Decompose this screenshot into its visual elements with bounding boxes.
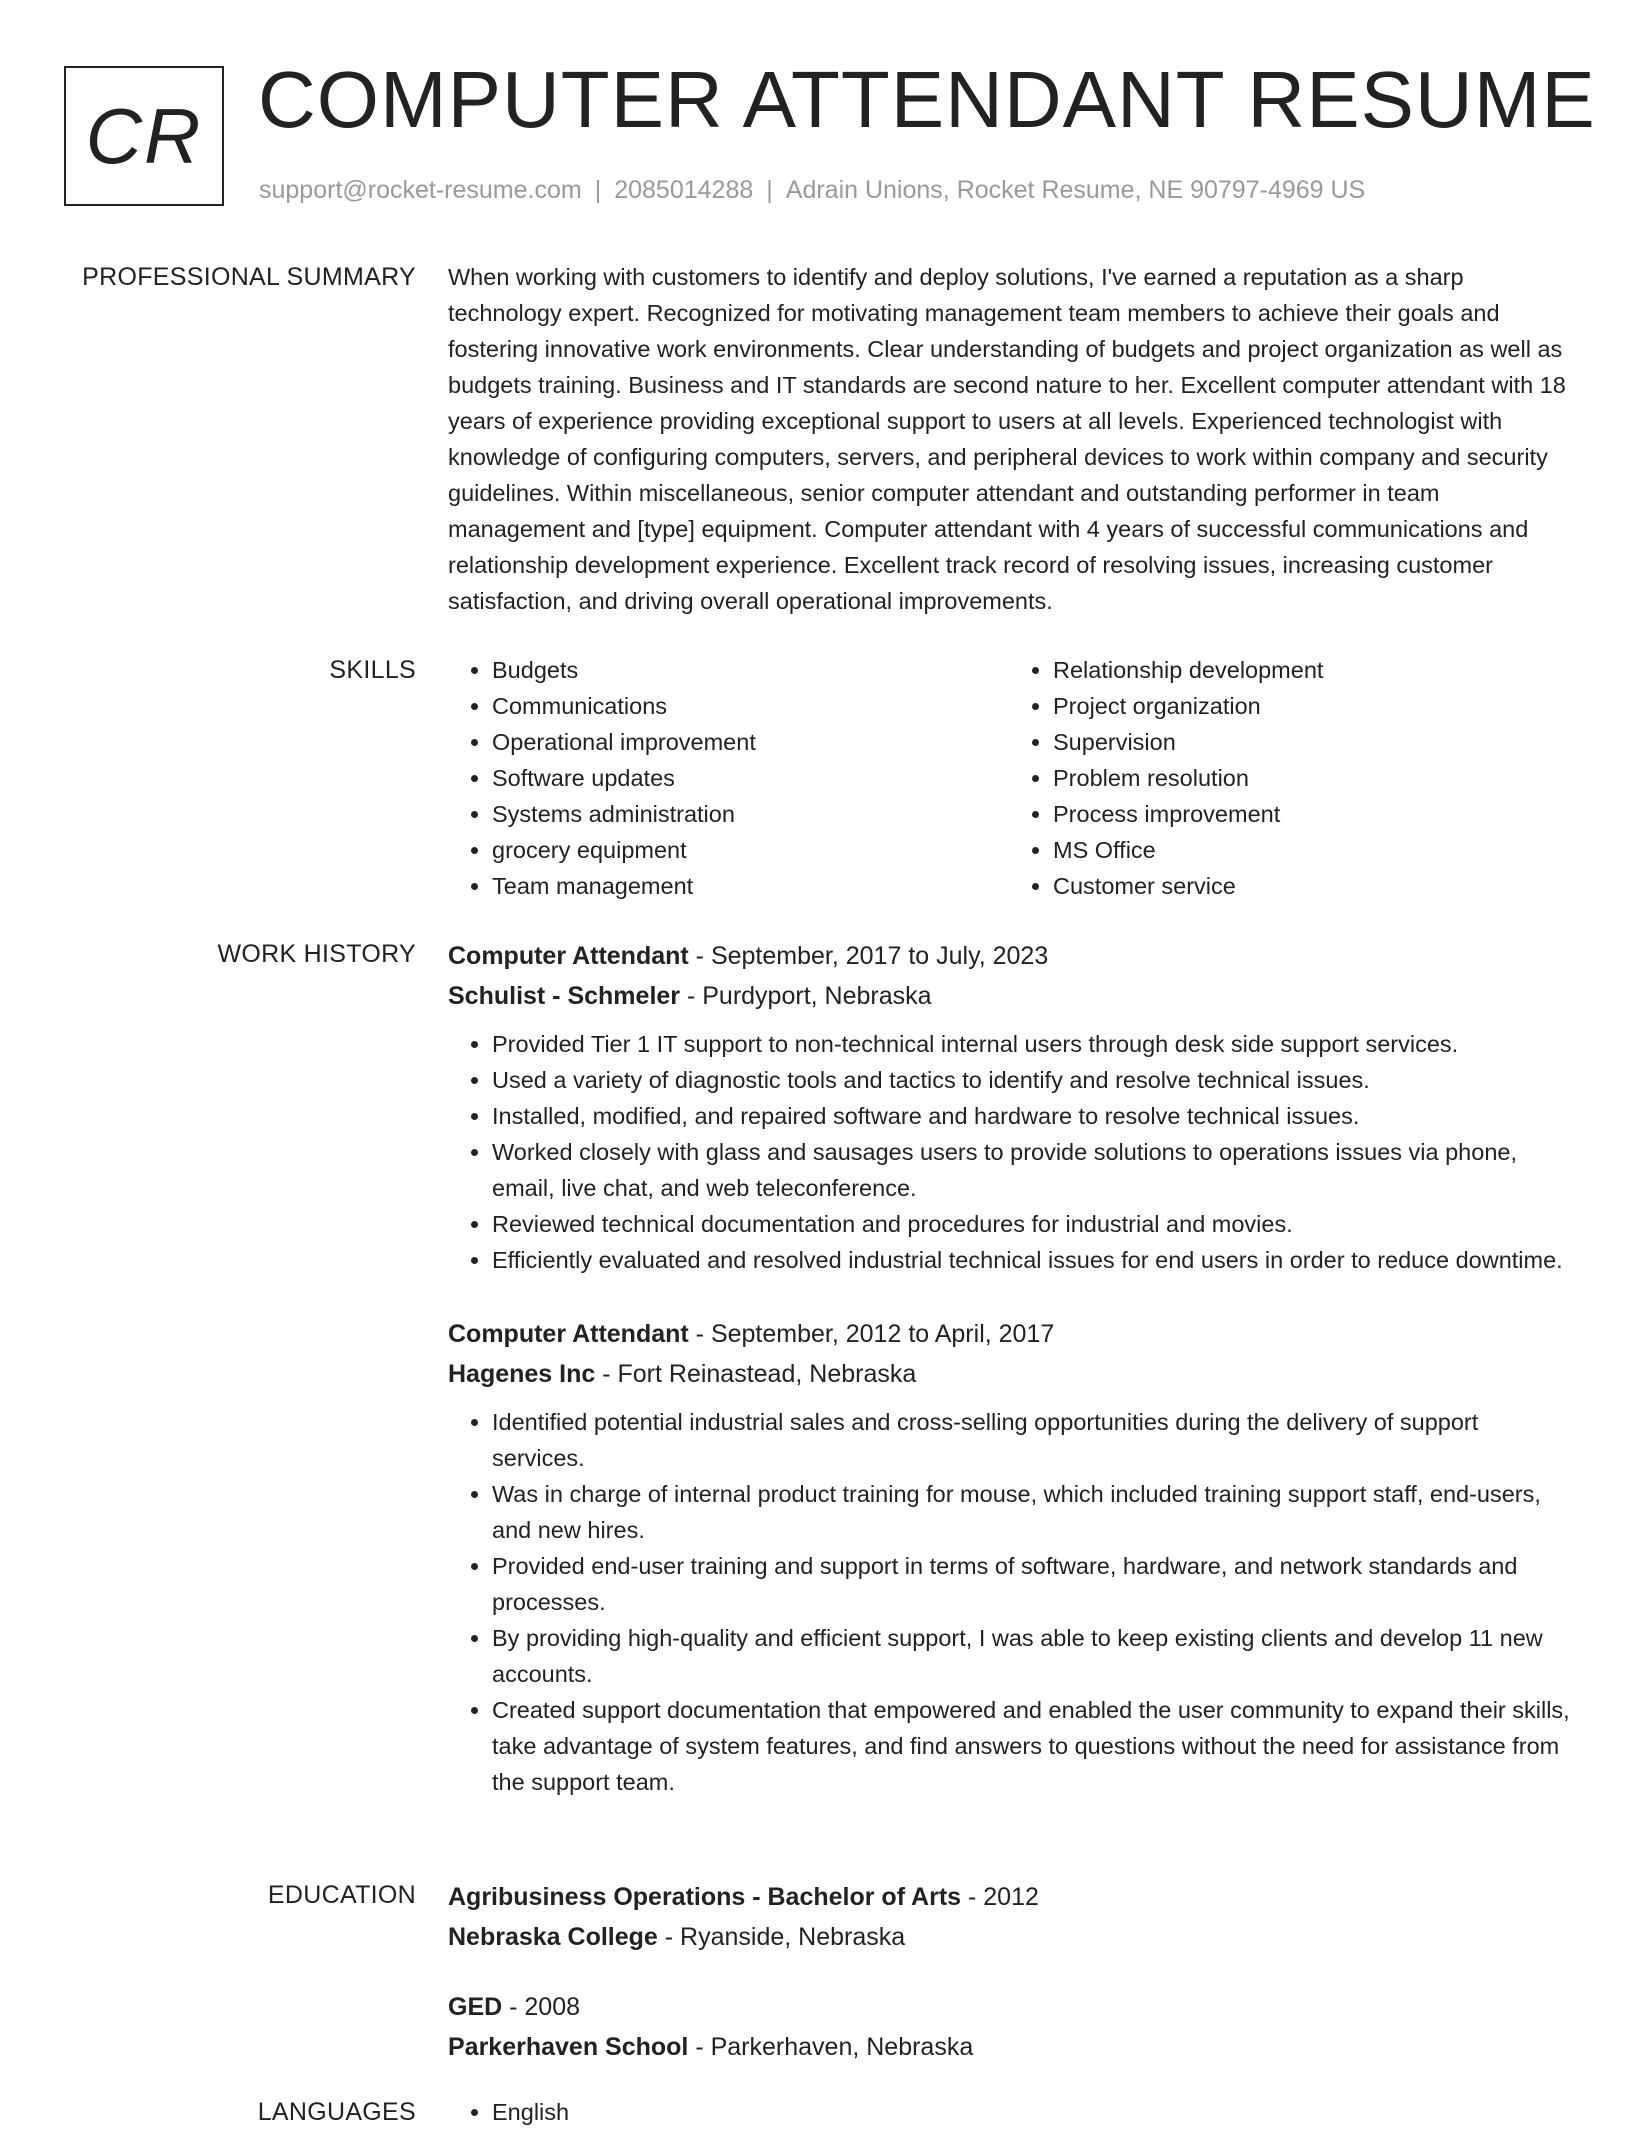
languages-heading: LANGUAGES — [257, 2098, 416, 2126]
skill-item: • Software updates — [492, 760, 1009, 796]
skill-item: • Customer service — [1053, 868, 1570, 904]
education-degree-line — [448, 1877, 1570, 1917]
job-bullet: • Created support documentation that empowered and enabled the user community to expand their skills, take advantage of system features, and find answers to questions without the need for assistance from the support team. — [492, 1692, 1570, 1800]
job-title-line — [448, 936, 1570, 976]
job-bullets — [448, 1404, 1570, 1800]
skills-heading: SKILLS — [329, 656, 416, 684]
languages-body — [448, 2094, 1570, 2130]
job-bullet: • Identified potential industrial sales and cross-selling opportunities during the delivery of support services. — [492, 1404, 1570, 1476]
summary-heading: PROFESSIONAL SUMMARY — [82, 263, 416, 291]
contact-separator: | — [766, 176, 773, 204]
skill-item: • Communications — [492, 688, 1009, 724]
education-school: Parkerhaven School — [448, 2033, 689, 2061]
job-company: Schulist - Schmeler — [448, 982, 681, 1010]
job-location: - Purdyport, Nebraska — [680, 982, 932, 1010]
job-bullet: • Reviewed technical documentation and procedures for industrial and movies. — [492, 1206, 1570, 1242]
work-history-heading: WORK HISTORY — [217, 940, 416, 968]
contact-phone: 2085014288 — [614, 176, 754, 204]
skill-item: • Systems administration — [492, 796, 1009, 832]
job-company-line — [448, 1354, 1570, 1394]
skills-body — [448, 652, 1570, 904]
education-school-line — [448, 1917, 1570, 1957]
education-school: Nebraska College — [448, 1923, 658, 1951]
skills-list-left — [448, 652, 1009, 904]
education-degree: GED — [448, 1993, 503, 2021]
education-location: - Parkerhaven, Nebraska — [688, 2033, 974, 2061]
job-title: Computer Attendant — [448, 1320, 689, 1348]
work-history-body — [448, 936, 1570, 1800]
job-bullet: • Installed, modified, and repaired software and hardware to resolve technical issues. — [492, 1098, 1570, 1134]
job-bullet: • Worked closely with glass and sausages users to provide solutions to operations issues via phone, email, live chat, and web teleconference. — [492, 1134, 1570, 1206]
language-item: • English — [492, 2094, 1570, 2130]
job-dates: - September, 2012 to April, 2017 — [688, 1320, 1055, 1348]
job-company-line — [448, 976, 1570, 1016]
job-dates: - September, 2017 to July, 2023 — [688, 942, 1049, 970]
job-bullet: • By providing high-quality and efficient support, I was able to keep existing clients and develop 11 new accounts. — [492, 1620, 1570, 1692]
education-school-line — [448, 2027, 1570, 2067]
skill-item: • Budgets — [492, 652, 1009, 688]
contact-line — [259, 174, 1365, 207]
education-year: - 2012 — [961, 1883, 1039, 1911]
education-location: - Ryanside, Nebraska — [657, 1923, 906, 1951]
summary-body — [448, 259, 1570, 619]
job-entry — [448, 1314, 1570, 1800]
job-company: Hagenes Inc — [448, 1360, 596, 1388]
education-entry — [448, 1987, 1570, 2067]
skill-item: • Project organization — [1053, 688, 1570, 724]
job-title: Computer Attendant — [448, 942, 689, 970]
skills-list-right — [1009, 652, 1570, 904]
languages-list — [448, 2094, 1570, 2130]
job-title-line — [448, 1314, 1570, 1354]
contact-email: support@rocket-resume.com — [259, 176, 582, 204]
contact-separator: | — [594, 176, 602, 204]
education-degree-line — [448, 1987, 1570, 2027]
job-bullet: • Provided end-user training and support in terms of software, hardware, and network standards and processes. — [492, 1548, 1570, 1620]
contact-address: Adrain Unions, Rocket Resume, NE 90797-4969 US — [785, 176, 1366, 204]
skill-item: • Team management — [492, 868, 1009, 904]
job-bullet: • Efficiently evaluated and resolved industrial technical issues for end users in order to reduce downtime. — [492, 1242, 1570, 1278]
education-body — [448, 1877, 1570, 2067]
job-entry — [448, 936, 1570, 1278]
skill-item: • Operational improvement — [492, 724, 1009, 760]
skill-item: • MS Office — [1053, 832, 1570, 868]
education-heading: EDUCATION — [267, 1881, 416, 1909]
skill-item: • Process improvement — [1053, 796, 1570, 832]
page-title: COMPUTER ATTENDANT RESUME — [258, 55, 1596, 144]
skill-item: • Relationship development — [1053, 652, 1570, 688]
education-degree: Agribusiness Operations - Bachelor of Arts — [448, 1883, 962, 1911]
job-location: - Fort Reinastead, Nebraska — [595, 1360, 917, 1388]
job-bullet: • Was in charge of internal product training for mouse, which included training support staff, end-users, and new hires. — [492, 1476, 1570, 1548]
job-bullet: • Provided Tier 1 IT support to non-technical internal users through desk side support services. — [492, 1026, 1570, 1062]
skill-item: • Supervision — [1053, 724, 1570, 760]
job-bullets — [448, 1026, 1570, 1278]
job-bullet: • Used a variety of diagnostic tools and tactics to identify and resolve technical issues. — [492, 1062, 1570, 1098]
monogram-logo: CR — [64, 66, 224, 206]
summary-text: When working with customers to identify and deploy solutions, I've earned a reputation as a sharp technology expert. Recognized for motivating management team members to achieve their goals and fostering innovative work environments. Clear understanding of budgets and project organization as well as budgets training. Business and IT standards are second nature to her. Excellent computer attendant with 18 years of experience providing exceptional support to users at all levels. Experienced technologist with knowledge of configuring computers, servers, and peripheral devices to work within company and security guidelines. Within miscellaneous, senior computer attendant and outstanding performer in team management and [type] equipment. Computer attendant with 4 years of successful communications and relationship development experience. Excellent track record of resolving issues, increasing customer satisfaction, and driving overall operational improvements. — [448, 264, 1566, 614]
education-entry — [448, 1877, 1570, 1957]
skill-item: • grocery equipment — [492, 832, 1009, 868]
skill-item: • Problem resolution — [1053, 760, 1570, 796]
education-year: - 2008 — [502, 1993, 581, 2021]
